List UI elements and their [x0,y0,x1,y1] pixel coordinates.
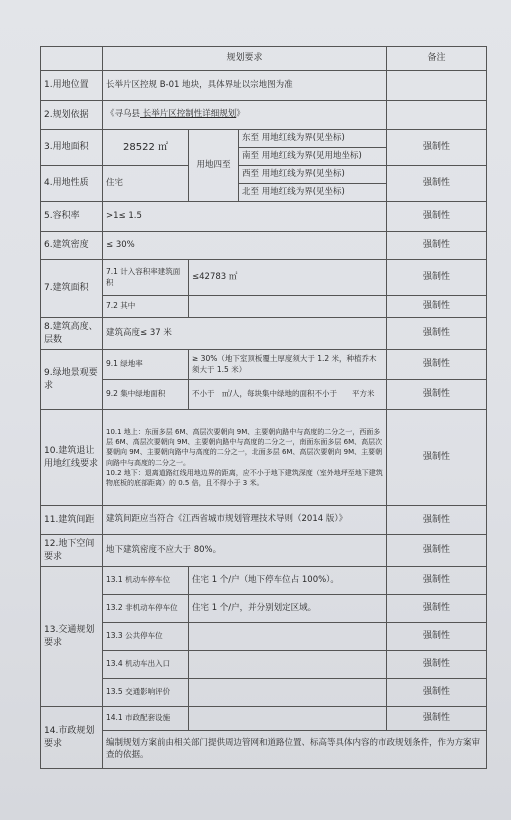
table-row [41,651,487,679]
row-note: 强制性 [387,380,487,410]
row-note [387,101,487,130]
sub-value: 住宅 1 个/户（地下停车位占 100%）。 [189,567,387,595]
row-label: 9.绿地景观要求 [41,350,103,410]
land-use-value: 住宅 [103,166,189,202]
row-note: 强制性 [387,707,487,731]
boundary-east: 东至 用地红线为界(见坐标) [239,130,387,148]
row-note: 强制性 [387,567,487,595]
row-note: 强制性 [387,410,487,506]
table-row [41,707,487,731]
table-row [41,350,487,380]
sub-label: 9.1 绿地率 [103,350,189,380]
basis-suffix: 》 [236,109,245,120]
table-row [41,506,487,535]
row-note: 强制性 [387,535,487,567]
sub-label: 7.1 计入容积率建筑面积 [103,260,189,296]
boundary-label: 用地四至 [189,130,239,202]
basis-prefix: 《寻乌县 [106,109,141,120]
sub-value: 住宅 1 个/户，并分别划定区域。 [189,595,387,623]
table-row [41,296,487,318]
site-area-value: 28522 ㎡ [103,130,189,166]
sub-value: ≥ 30%（地下室顶板覆土厚度须大于 1.2 米，种植乔木须大于 1.5 米） [189,350,387,380]
row-note: 强制性 [387,651,487,679]
sub-label: 7.2 其中 [103,296,189,318]
table-row [41,535,487,567]
row-value: ≤ 30% [103,232,387,260]
row-label: 8.建筑高度、层数 [41,318,103,350]
row-note: 强制性 [387,296,487,318]
sub-value [189,623,387,651]
boundary-south: 南至 用地红线为界(见用地坐标) [239,148,387,166]
row-label: 11.建筑间距 [41,506,103,535]
table-header-row [41,47,487,71]
row-note: 强制性 [387,595,487,623]
row-label: 6.建筑密度 [41,232,103,260]
row-label: 4.用地性质 [41,166,103,202]
table-row [41,232,487,260]
table-row [41,71,487,101]
row-label: 1.用地位置 [41,71,103,101]
row-value: 地下建筑密度不应大于 80%。 [103,535,387,567]
table-row [41,166,487,184]
row-label: 3.用地面积 [41,130,103,166]
sub-value: 不小于 ㎡/人，每块集中绿地的面积不小于 平方米 [189,380,387,410]
row-label: 2.规划依据 [41,101,103,130]
row-value [103,101,387,130]
row-note: 强制性 [387,232,487,260]
setback-text [103,410,387,506]
row-note: 强制性 [387,679,487,707]
header-note: 备注 [387,47,487,71]
sub-value [189,651,387,679]
table-row [41,731,487,769]
sub-value: ≤42783 ㎡ [189,260,387,296]
row-label: 12.地下空间要求 [41,535,103,567]
table-row [41,318,487,350]
setback-below-ground: 10.2 地下：退离道路红线用地边界的距离，应不小于地下建筑深度（室外地坪至地下建筑物底板的底部距离）的 0.5 倍，且不得小于 3 米。 [106,468,383,487]
boundary-north: 北至 用地红线为界(见坐标) [239,184,387,202]
table-row [41,595,487,623]
header-blank-cell [41,47,103,71]
sub-label: 13.5 交通影响评价 [103,679,189,707]
row-value: >1≤ 1.5 [103,202,387,232]
sub-label: 13.3 公共停车位 [103,623,189,651]
setback-above-ground: 10.1 地上：东面多层 6M、高层次要朝向 9M、主要朝向路中与高度的二分之一，西面多层 6M、高层次要朝向 9M、主要朝向路中与高度的二分之一，南面东面多层 6M、高层次要朝向 9M、主要朝向路中与高度的二分之一，北面多层 6M、高层次要朝向 9M、主要朝向路中与高度的二分之一。 [106,428,383,467]
row-note: 强制性 [387,623,487,651]
sub-value [189,679,387,707]
row-value: 长举片区控规 B-01 地块，具体界址以宗地图为准 [103,71,387,101]
sub-value [189,296,387,318]
sub-label: 13.4 机动车出入口 [103,651,189,679]
row-note [387,71,487,101]
row-note: 强制性 [387,350,487,380]
row-label: 10.建筑退让用地红线要求 [41,410,103,506]
basis-plan-name: 长举片区控制性详细规划 [140,109,237,120]
table-row [41,410,487,506]
sub-label: 9.2 集中绿地面积 [103,380,189,410]
table-row [41,101,487,130]
row-note: 强制性 [387,260,487,296]
table-row [41,623,487,651]
table-row [41,130,487,148]
row-label: 14.市政规划要求 [41,707,103,769]
table-row [41,380,487,410]
sub-label: 13.1 机动车停车位 [103,567,189,595]
sub-value [189,707,387,731]
row-value: 建筑间距应当符合《江西省城市规划管理技术导则（2014 版）》 [103,506,387,535]
row-note: 强制性 [387,202,487,232]
row-note: 强制性 [387,130,487,166]
header-requirement: 规划要求 [103,47,387,71]
row-label: 5.容积率 [41,202,103,232]
municipal-text: 编制规划方案前由相关部门提供周边管网和道路位置、标高等具体内容的市政规划条件，作为方案审查的依据。 [103,731,487,769]
sub-label: 13.2 非机动车停车位 [103,595,189,623]
table-row [41,260,487,296]
row-value: 建筑高度≤ 37 米 [103,318,387,350]
table-row [41,202,487,232]
row-note: 强制性 [387,166,487,202]
table-row [41,567,487,595]
table-row [41,679,487,707]
sub-label: 14.1 市政配套设施 [103,707,189,731]
row-label: 7.建筑面积 [41,260,103,318]
row-label: 13.交通规划要求 [41,567,103,707]
row-note: 强制性 [387,318,487,350]
boundary-west: 西至 用地红线为界(见坐标) [239,166,387,184]
planning-conditions-table [40,46,487,769]
row-note: 强制性 [387,506,487,535]
